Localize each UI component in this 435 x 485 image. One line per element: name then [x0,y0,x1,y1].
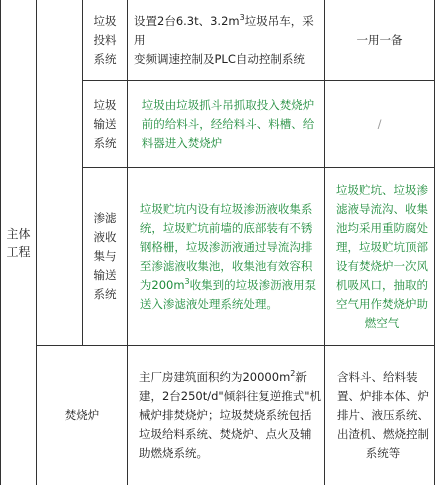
row-remark-cell [333,346,433,485]
remark-text: 系统等 [365,446,401,460]
remark-text: 空气用作焚烧炉助 [336,296,428,311]
category-cell [1,0,36,485]
item-label-line: 液收 [93,230,117,244]
description-text: 为200m [139,277,185,292]
description-text: 收集到的垃圾渗沥液用泵 [189,277,317,292]
row-item-cell [83,81,127,167]
description-text: 垃圾给料系统、焚烧炉、点火及辅 [138,427,312,441]
description-text: 统，垃圾贮坑前墙的底部装有不锈 [139,220,313,235]
item-label-line: 系统 [93,51,117,66]
remark-text: 机吸风口，抽取的 [336,277,428,292]
row-description-cell [134,0,322,80]
row-item-cell [83,168,127,345]
remark-text: 设有焚烧炉一次风 [336,258,428,273]
item-label: 焚烧炉 [64,408,100,422]
row-remark-cell [325,81,434,167]
description-text: 械炉排焚烧炉；垃圾焚烧系统包括 [138,408,312,422]
remark-text: 池均采用重防腐处 [336,220,428,235]
remark-text: / [377,116,382,131]
superscript: 2 [290,369,296,379]
remark-text: 理，垃圾贮坑顶部 [336,239,428,254]
category-label: 主体工程 [6,226,31,259]
row-remark-cell [331,168,433,345]
description-text: 垃圾由垃圾抓斗吊抓取投入焚烧炉 [141,97,315,112]
item-label-line: 集与 [93,249,117,263]
row-item-cell [83,0,127,80]
row-description-cell [138,346,322,485]
description-text: 垃圾贮坑内设有垃圾渗沥液收集系 [139,201,313,216]
row-description-cell [134,81,322,167]
remark-text: 燃空气 [364,315,400,330]
description-text: 设置2台6.3t、3.2m [134,13,240,28]
item-label-line: 垃圾 [93,13,117,28]
description-text: 垃圾吊车，采用 [134,13,314,47]
description-text: 助燃烧系统。 [138,446,208,460]
description-text: 料器进入焚烧炉 [141,135,223,150]
item-label-line: 渗滤 [93,211,117,225]
remark-text: 滤液导流沟、收集 [336,201,428,216]
remark-text: 一用一备 [356,32,403,47]
description-text: 钢格栅，垃圾渗沥液通过导流沟排 [139,239,313,254]
item-label-line: 输送 [93,268,117,282]
item-label-line: 输送 [93,116,117,131]
row-item-cell [37,346,127,485]
remark-text: 置、炉排本体、炉 [337,389,429,403]
superscript: 3 [239,12,245,22]
superscript: 3 [184,276,190,286]
description-text: 送入渗滤液处理系统处理。 [139,296,278,311]
item-label-line: 垃圾 [93,97,117,112]
remark-text: 排片、液压系统、 [337,408,429,422]
item-label-line: 系统 [93,135,117,150]
description-text: 主厂房建筑面积约为20000m [138,370,291,384]
description-text: 新 [295,370,307,384]
description-text: 变频调速控制及PLC自动控制系统 [134,51,305,66]
remark-text: 含料斗、给料装 [337,370,418,384]
item-label-line: 系统 [93,287,117,301]
item-label-line: 投料 [93,32,117,47]
row-description-cell [134,168,322,345]
description-text: 前的给料斗，经给料斗、料槽、给 [141,116,315,131]
remark-text: 出渣机、燃烧控制 [337,427,429,441]
table-divider [127,0,128,485]
description-text: 至渗滤液收集池，收集池有效容积 [139,258,313,273]
remark-text: 垃圾贮坑、垃圾渗 [336,182,428,197]
row-remark-cell [325,0,434,80]
description-text: 建，2台250t/d"倾斜往复逆推式"机 [138,389,322,403]
